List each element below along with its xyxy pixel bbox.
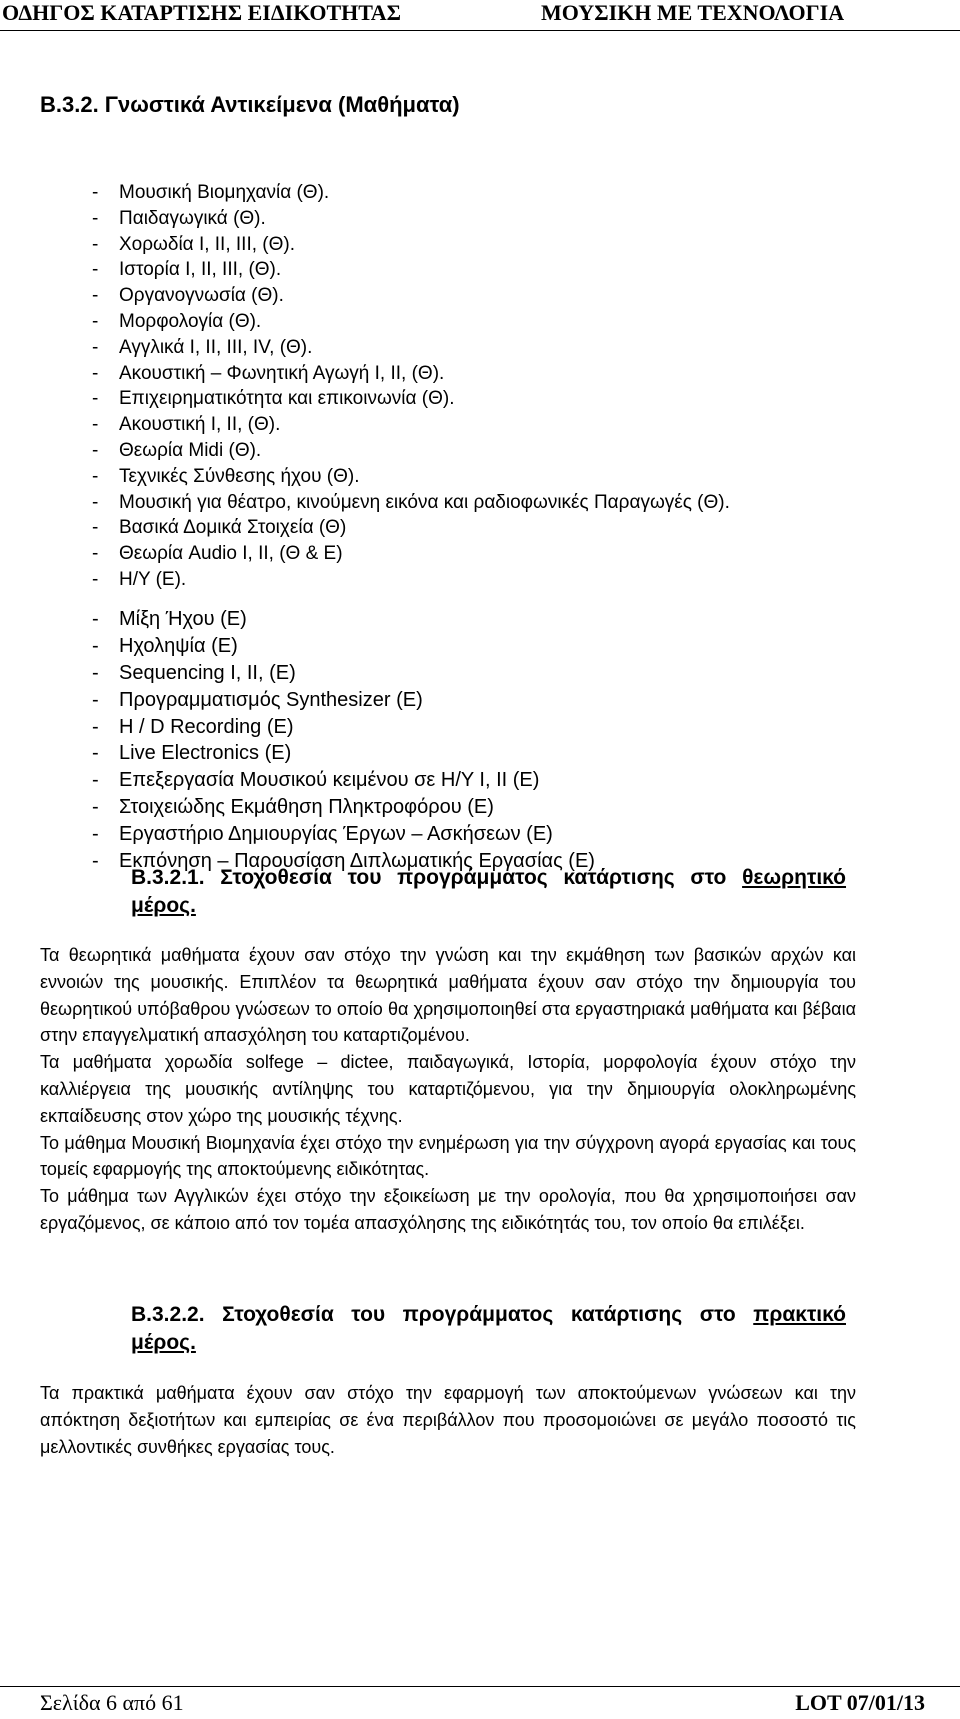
- document-code: LOT 07/01/13: [795, 1690, 925, 1715]
- page-header: [0, 0, 960, 31]
- subsection-theory-emphasis: θεωρητικό μέρος.: [131, 866, 847, 917]
- list-item-text: Ακουστική – Φωνητική Αγωγή Ι, ΙΙ, (Θ).: [119, 362, 445, 384]
- list-item: [92, 767, 595, 794]
- list-item-text: Θεωρία Audio I, II, (Θ & Ε): [119, 543, 343, 565]
- list-dash: -: [92, 362, 99, 384]
- list-dash: -: [92, 850, 99, 873]
- list-dash: -: [92, 491, 99, 513]
- list-item: [92, 660, 595, 687]
- list-dash: -: [92, 661, 99, 684]
- list-item: [92, 412, 730, 438]
- list-item: [92, 361, 730, 387]
- list-item: [92, 309, 730, 335]
- list-item-text: Μίξη Ήχου (Ε): [119, 608, 247, 630]
- paragraph: Τα μαθήματα χορωδία solfege – dictee, παιδαγωγικά, Ιστορία, μορφολογία έχουν στόχο την καλλιέργεια της μουσικής αντίληψης του καταρτιζόμενου, για την δημιουργία ολοκληρωμένης εκπαίδευσης στον χώρο της μουσικής τέχνης.: [40, 1052, 856, 1126]
- list-item: [92, 567, 730, 593]
- list-item: [92, 794, 595, 821]
- list-dash: -: [92, 688, 99, 711]
- section-title: Β.3.2. Γνωστικά Αντικείμενα (Μαθήματα): [40, 92, 460, 117]
- theory-paragraphs: [40, 942, 856, 1237]
- practice-paragraphs: [40, 1380, 856, 1460]
- paragraph: Τα πρακτικά μαθήματα έχουν σαν στόχο την εφαρμογή των αποκτούμενων γνώσεων και την απόκτηση δεξιοτήτων και εμπειρίας σε ένα περιβάλλον που προσομοιώνει σε μεγάλο ποσοστό τις μελλοντικές συνθήκες εργασίας τους.: [40, 1383, 856, 1457]
- list-dash: -: [92, 823, 99, 846]
- list-dash: -: [92, 465, 99, 487]
- subsection-practice-heading: [131, 1301, 846, 1357]
- subsection-theory-title: Β.3.2.1. Στοχοθεσία του προγράμματος κατάρτισης στο: [131, 866, 727, 889]
- list-dash: -: [92, 207, 99, 229]
- list-dash: -: [92, 285, 99, 307]
- list-item: [92, 606, 595, 633]
- list-dash: -: [92, 634, 99, 657]
- header-specialty-title: ΜΟΥΣΙΚΗ ΜΕ ΤΕΧΝΟΛΟΓΙΑ: [541, 0, 845, 25]
- list-item-text: Sequencing I, II, (E): [119, 661, 296, 684]
- list-item-text: Οργανογνωσία (Θ).: [119, 285, 284, 307]
- subsection-practice-title: Β.3.2.2. Στοχοθεσία του προγράμματος κατάρτισης στο: [131, 1303, 736, 1326]
- course-list-upper: [92, 180, 730, 593]
- list-item-text: Ακουστική Ι, ΙΙ, (Θ).: [119, 414, 281, 436]
- list-item-text: Μορφολογία (Θ).: [119, 310, 262, 332]
- list-item: [92, 180, 730, 206]
- list-dash: -: [92, 439, 99, 461]
- list-dash: -: [92, 715, 99, 738]
- list-item: [92, 541, 730, 567]
- list-dash: -: [92, 233, 99, 255]
- list-dash: -: [92, 336, 99, 358]
- list-item-text: H / D Recording (E): [119, 715, 294, 738]
- page-footer: [0, 1686, 960, 1719]
- list-item: [92, 740, 595, 767]
- list-item: [92, 438, 730, 464]
- list-item: [92, 386, 730, 412]
- list-dash: -: [92, 608, 99, 630]
- list-dash: -: [92, 742, 99, 765]
- list-item-text: Εκπόνηση – Παρουσίαση Διπλωματικής Εργασίας (Ε): [119, 850, 595, 873]
- list-item-text: Ιστορία Ι, ΙΙ, ΙΙΙ, (Θ).: [119, 259, 282, 281]
- list-item: [92, 206, 730, 232]
- list-item-text: Παιδαγωγικά (Θ).: [119, 207, 266, 229]
- list-item-text: Μουσική Βιομηχανία (Θ).: [119, 182, 330, 203]
- paragraph: Το μάθημα Μουσική Βιομηχανία έχει στόχο την ενημέρωση για την σύγχρονη αγορά εργασίας και τους τομείς εφαρμογής της αποκτούμενης ειδικότητας.: [40, 1132, 856, 1180]
- list-item: [92, 283, 730, 309]
- list-item-text: Βασικά Δομικά Στοιχεία (Θ): [119, 517, 347, 539]
- subsection-practice-emphasis: πρακτικό μέρος.: [131, 1303, 846, 1354]
- list-dash: -: [92, 414, 99, 436]
- list-dash: -: [92, 543, 99, 565]
- page-number: Σελίδα 6 από 61: [40, 1690, 184, 1715]
- list-dash: -: [92, 769, 99, 792]
- list-item-text: Προγραμματισμός Synthesizer (E): [119, 688, 423, 711]
- list-dash: -: [92, 517, 99, 539]
- paragraph: Τα θεωρητικά μαθήματα έχουν σαν στόχο την γνώση και την εκμάθηση των βασικών αρχών και εννοιών της μουσικής. Επιπλέον τα θεωρητικά μαθήματα έχουν σαν στόχο την δημιουργία του θεωρητικού υπόβαθρου γνώσεων το οποίο θα χρησιμοποιηθεί στα εργαστηριακά μαθήματα και βέβαια στην επαγγελματική απασχόληση του καταρτιζομένου.: [40, 945, 856, 1046]
- list-dash: -: [92, 568, 99, 590]
- list-item-text: Αγγλικά Ι, ΙΙ, ΙΙΙ, ΙV, (Θ).: [119, 336, 313, 358]
- list-item: [92, 515, 730, 541]
- paragraph: Το μάθημα των Αγγλικών έχει στόχο την εξοικείωση με την ορολογία, που θα χρησιμοποιήσει σαν εργαζόμενος, σε κάποιο από τον τομέα απασχόλησης της ειδικότητάς του, τον οποίο θα επιλέξει.: [40, 1186, 856, 1233]
- list-item-text: Live Electronics (E): [119, 742, 292, 765]
- list-item-text: Εργαστήριο Δημιουργίας Έργων – Ασκήσεων (Ε): [119, 823, 553, 846]
- course-list-lower: [92, 606, 595, 875]
- list-item: [92, 335, 730, 361]
- list-item-text: Επιχειρηματικότητα και επικοινωνία (Θ).: [119, 388, 455, 410]
- list-item: [92, 490, 730, 516]
- list-item-text: Στοιχειώδης Εκμάθηση Πληκτροφόρου (Ε): [119, 796, 494, 819]
- list-item-text: Τεχνικές Σύνθεσης ήχου (Θ).: [119, 465, 360, 487]
- list-item-text: Χορωδία Ι, ΙΙ, ΙΙΙ, (Θ).: [119, 233, 296, 255]
- header-guide-title: ΟΔΗΓΟΣ ΚΑΤΑΡΤΙΣΗΣ ΕΙΔΙΚΟΤΗΤΑΣ: [2, 0, 402, 25]
- list-item-text: Μουσική για θέατρο, κινούμενη εικόνα και ραδιοφωνικές Παραγωγές (Θ).: [119, 491, 730, 513]
- list-item: [92, 687, 595, 714]
- list-dash: -: [92, 388, 99, 410]
- list-item: [92, 464, 730, 490]
- subsection-theory-heading: [131, 864, 846, 920]
- list-item-text: Θεωρία Midi (Θ).: [119, 439, 262, 461]
- list-item-text: Η/Υ (Ε).: [119, 568, 187, 590]
- list-dash: -: [92, 182, 99, 203]
- list-item: [92, 714, 595, 741]
- list-dash: -: [92, 310, 99, 332]
- list-item: [92, 633, 595, 660]
- list-item-text: Επεξεργασία Μουσικού κειμένου σε Η/Υ Ι, ΙΙ (Ε): [119, 769, 540, 792]
- list-item-text: Ηχοληψία (Ε): [119, 634, 238, 657]
- list-item: [92, 232, 730, 258]
- list-item: [92, 821, 595, 848]
- list-dash: -: [92, 259, 99, 281]
- list-item: [92, 257, 730, 283]
- list-dash: -: [92, 796, 99, 819]
